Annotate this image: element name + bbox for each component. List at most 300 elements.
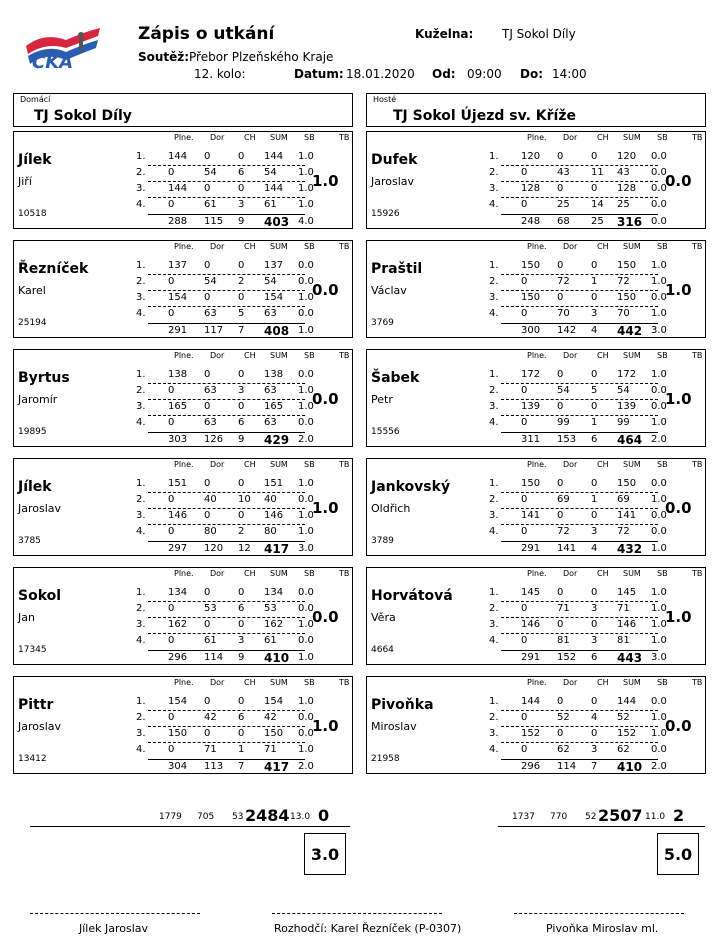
- col-header-ch: CH: [244, 351, 256, 360]
- total-sum: 316: [617, 215, 643, 229]
- cell-sb: 0.0: [298, 587, 314, 598]
- player-first-name: Věra: [371, 611, 396, 624]
- row-label: 1.: [136, 260, 146, 271]
- col-header-sb: SB: [657, 460, 668, 469]
- home-sum-ch: 53: [232, 812, 244, 822]
- total-ch: 9: [238, 434, 245, 445]
- cell-sum: 145: [617, 587, 637, 598]
- cell-sum: 141: [617, 510, 637, 521]
- logo-text: ČKA: [32, 52, 74, 72]
- row-label: 2.: [489, 276, 499, 287]
- col-header-sb: SB: [304, 460, 315, 469]
- cell-sum: 62: [617, 744, 630, 755]
- row-label: 3.: [489, 183, 499, 194]
- row-separator: [148, 508, 305, 509]
- cell-sum: 63: [264, 385, 277, 396]
- row-separator: [148, 274, 305, 275]
- cell-sb: 1.0: [298, 510, 314, 521]
- cell-sum: 162: [264, 619, 284, 630]
- cell-dor: 63: [204, 308, 217, 319]
- cell-sum: 154: [264, 696, 284, 707]
- cell-plne: 146: [521, 619, 541, 630]
- away-player-box: [366, 458, 706, 556]
- cell-plne: 0: [521, 308, 528, 319]
- col-header-dor: Dor: [210, 569, 225, 578]
- cell-ch: 3: [591, 308, 598, 319]
- col-header-plne: Plne.: [174, 133, 194, 142]
- col-header-tb: TB: [692, 133, 703, 142]
- row-separator: [501, 290, 658, 291]
- cell-plne: 165: [168, 401, 188, 412]
- player-team-points: 1.0: [665, 390, 692, 408]
- cell-sum: 40: [264, 494, 277, 505]
- cell-dor: 72: [557, 276, 570, 287]
- col-header-dor: Dor: [210, 133, 225, 142]
- col-header-plne: Plne.: [527, 351, 547, 360]
- cell-dor: 0: [557, 696, 564, 707]
- cell-ch: 6: [238, 417, 245, 428]
- total-sum: 417: [264, 542, 290, 556]
- col-header-ch: CH: [597, 242, 609, 251]
- home-captain-name: Jílek Jaroslav: [79, 922, 149, 935]
- cell-dor: 53: [204, 603, 217, 614]
- total-plne: 311: [521, 434, 541, 445]
- player-first-name: Petr: [371, 393, 393, 406]
- total-ch: 7: [238, 325, 245, 336]
- col-header-dor: Dor: [210, 242, 225, 251]
- away-summary-line: [498, 826, 705, 827]
- cell-dor: 61: [204, 199, 217, 210]
- cell-sum: 54: [617, 385, 630, 396]
- total-sb: 2.0: [651, 761, 667, 772]
- cell-plne: 139: [521, 401, 541, 412]
- total-ch: 4: [591, 325, 598, 336]
- cell-dor: 0: [204, 478, 211, 489]
- cell-dor: 69: [557, 494, 570, 505]
- row-label: 1.: [136, 478, 146, 489]
- total-ch: 9: [238, 216, 245, 227]
- row-separator: [501, 633, 658, 634]
- date-value: 18.01.2020: [346, 67, 415, 81]
- cell-dor: 0: [204, 696, 211, 707]
- cell-plne: 154: [168, 292, 188, 303]
- player-team-points: 1.0: [665, 281, 692, 299]
- row-label: 4.: [136, 526, 146, 537]
- cell-sb: 0.0: [651, 401, 667, 412]
- cell-sb: 1.0: [651, 712, 667, 723]
- player-id: 3785: [18, 536, 41, 546]
- cell-plne: 138: [168, 369, 188, 380]
- cell-sb: 1.0: [651, 587, 667, 598]
- cell-ch: 3: [591, 603, 598, 614]
- cell-plne: 151: [168, 478, 188, 489]
- cell-ch: 0: [591, 619, 598, 630]
- player-id: 21958: [371, 754, 400, 764]
- cell-sb: 1.0: [651, 619, 667, 630]
- player-last-name: Jílek: [18, 479, 52, 495]
- cell-ch: 0: [238, 151, 245, 162]
- total-ch: 12: [238, 543, 251, 554]
- total-ch: 9: [238, 652, 245, 663]
- away-player-box: [366, 240, 706, 338]
- player-first-name: Jaromír: [18, 393, 58, 406]
- col-header-tb: TB: [692, 242, 703, 251]
- cell-plne: 0: [168, 167, 175, 178]
- cell-sum: 71: [617, 603, 630, 614]
- col-header-dor: Dor: [563, 351, 578, 360]
- cell-plne: 0: [521, 276, 528, 287]
- player-first-name: Miroslav: [371, 720, 417, 733]
- cell-ch: 2: [238, 276, 245, 287]
- col-header-plne: Plne.: [527, 678, 547, 687]
- cell-sb: 0.0: [298, 635, 314, 646]
- total-dor: 153: [557, 434, 577, 445]
- cell-sum: 52: [617, 712, 630, 723]
- cell-plne: 150: [521, 260, 541, 271]
- total-plne: 291: [521, 543, 541, 554]
- col-header-sb: SB: [304, 242, 315, 251]
- col-header-sum: SUM: [270, 242, 288, 251]
- cell-dor: 0: [557, 369, 564, 380]
- col-header-ch: CH: [244, 460, 256, 469]
- row-label: 1.: [489, 260, 499, 271]
- cell-sb: 0.0: [298, 369, 314, 380]
- cell-sb: 0.0: [298, 276, 314, 287]
- cell-ch: 2: [238, 526, 245, 537]
- player-first-name: Oldřich: [371, 502, 411, 515]
- player-first-name: Václav: [371, 284, 407, 297]
- cell-plne: 0: [521, 385, 528, 396]
- cell-dor: 80: [204, 526, 217, 537]
- cell-dor: 52: [557, 712, 570, 723]
- row-label: 4.: [489, 417, 499, 428]
- row-label: 3.: [136, 619, 146, 630]
- total-sum: 403: [264, 215, 290, 229]
- player-team-points: 0.0: [665, 172, 692, 190]
- col-header-dor: Dor: [563, 242, 578, 251]
- col-header-sb: SB: [304, 678, 315, 687]
- cell-plne: 0: [521, 712, 528, 723]
- cell-plne: 144: [521, 696, 541, 707]
- total-dor: 114: [204, 652, 224, 663]
- col-header-dor: Dor: [210, 678, 225, 687]
- away-sum-plne: 1737: [512, 812, 535, 822]
- cell-ch: 5: [238, 308, 245, 319]
- row-label: 3.: [489, 401, 499, 412]
- cell-sum: 69: [617, 494, 630, 505]
- cell-dor: 61: [204, 635, 217, 646]
- cell-ch: 1: [591, 276, 598, 287]
- total-dor: 152: [557, 652, 577, 663]
- away-player-box: [366, 131, 706, 229]
- away-team-box: [366, 93, 706, 127]
- cell-dor: 0: [204, 401, 211, 412]
- col-header-dor: Dor: [210, 351, 225, 360]
- row-label: 3.: [136, 292, 146, 303]
- cell-sum: 80: [264, 526, 277, 537]
- cell-sb: 1.0: [298, 696, 314, 707]
- cell-dor: 0: [204, 183, 211, 194]
- row-separator: [148, 165, 305, 166]
- cell-sum: 54: [264, 167, 277, 178]
- cell-sb: 0.0: [651, 167, 667, 178]
- col-header-sb: SB: [304, 133, 315, 142]
- cell-ch: 0: [591, 478, 598, 489]
- total-dor: 68: [557, 216, 570, 227]
- cell-plne: 141: [521, 510, 541, 521]
- col-header-sb: SB: [657, 569, 668, 578]
- cell-dor: 54: [204, 276, 217, 287]
- total-sum: 464: [617, 433, 643, 447]
- row-label: 3.: [136, 183, 146, 194]
- league-value: Přebor Plzeňského Kraje: [189, 50, 334, 64]
- row-separator: [501, 508, 658, 509]
- home-sum-plne: 1779: [159, 812, 182, 822]
- cell-dor: 0: [204, 151, 211, 162]
- total-sb: 2.0: [298, 761, 314, 772]
- player-id: 19895: [18, 427, 47, 437]
- cell-sb: 1.0: [298, 167, 314, 178]
- row-label: 2.: [136, 276, 146, 287]
- cell-sb: 0.0: [651, 744, 667, 755]
- cell-ch: 0: [238, 183, 245, 194]
- venue-label: Kuželna:: [415, 27, 474, 41]
- cell-ch: 0: [238, 292, 245, 303]
- cell-plne: 0: [168, 603, 175, 614]
- cell-dor: 25: [557, 199, 570, 210]
- cell-sum: 25: [617, 199, 630, 210]
- total-sum: 429: [264, 433, 290, 447]
- cell-sum: 71: [264, 744, 277, 755]
- col-header-plne: Plne.: [527, 569, 547, 578]
- home-player-box: [13, 676, 353, 774]
- home-points-box: 3.0: [304, 833, 346, 875]
- cell-sb: 1.0: [298, 478, 314, 489]
- total-plne: 291: [521, 652, 541, 663]
- league-label: Soutěž:: [138, 50, 190, 64]
- cell-ch: 6: [238, 167, 245, 178]
- referee-signature-line: [272, 913, 442, 914]
- row-label: 3.: [489, 510, 499, 521]
- cell-sum: 138: [264, 369, 284, 380]
- cell-sb: 1.0: [298, 183, 314, 194]
- cell-sum: 137: [264, 260, 284, 271]
- player-last-name: Jílek: [18, 152, 52, 168]
- cell-plne: 0: [521, 526, 528, 537]
- total-dor: 117: [204, 325, 224, 336]
- row-label: 1.: [489, 587, 499, 598]
- cell-plne: 137: [168, 260, 188, 271]
- home-summary-line: [30, 826, 350, 827]
- cell-sb: 1.0: [651, 369, 667, 380]
- cell-sum: 70: [617, 308, 630, 319]
- row-label: 1.: [489, 478, 499, 489]
- cell-plne: 145: [521, 587, 541, 598]
- cell-ch: 4: [591, 712, 598, 723]
- away-team-name: TJ Sokol Újezd sv. Kříže: [393, 108, 576, 124]
- player-id: 10518: [18, 209, 47, 219]
- cell-sb: 1.0: [651, 494, 667, 505]
- cell-sum: 154: [264, 292, 284, 303]
- total-sb: 3.0: [651, 652, 667, 663]
- player-last-name: Pivoňka: [371, 697, 434, 713]
- cell-dor: 63: [204, 417, 217, 428]
- cell-ch: 3: [238, 199, 245, 210]
- cell-plne: 0: [521, 417, 528, 428]
- cell-sum: 144: [617, 696, 637, 707]
- cell-ch: 14: [591, 199, 604, 210]
- cell-ch: 0: [591, 369, 598, 380]
- col-header-plne: Plne.: [174, 678, 194, 687]
- cell-sb: 1.0: [298, 385, 314, 396]
- row-label: 1.: [489, 369, 499, 380]
- away-label: Hosté: [373, 95, 397, 104]
- row-separator: [148, 617, 305, 618]
- cell-dor: 0: [557, 292, 564, 303]
- total-ch: 7: [238, 761, 245, 772]
- cell-sum: 146: [264, 510, 284, 521]
- cell-dor: 0: [557, 478, 564, 489]
- col-header-sum: SUM: [270, 133, 288, 142]
- total-sb: 2.0: [298, 434, 314, 445]
- cell-plne: 162: [168, 619, 188, 630]
- col-header-sum: SUM: [270, 460, 288, 469]
- cell-sb: 1.0: [651, 603, 667, 614]
- cell-sb: 1.0: [651, 276, 667, 287]
- cell-plne: 0: [168, 308, 175, 319]
- cell-sum: 139: [617, 401, 637, 412]
- home-signature-line: [30, 913, 200, 914]
- cell-sum: 63: [264, 417, 277, 428]
- row-label: 4.: [136, 199, 146, 210]
- date-label: Datum:: [294, 67, 344, 81]
- away-sum-tb: 2: [673, 806, 685, 825]
- cell-ch: 0: [591, 728, 598, 739]
- cell-ch: 1: [238, 744, 245, 755]
- away-player-box: [366, 676, 706, 774]
- row-separator: [501, 710, 658, 711]
- cell-sb: 0.0: [651, 510, 667, 521]
- cell-ch: 10: [238, 494, 251, 505]
- cell-plne: 144: [168, 151, 188, 162]
- row-label: 4.: [136, 744, 146, 755]
- player-last-name: Sokol: [18, 588, 62, 604]
- home-sum-sb: 13.0: [290, 812, 311, 822]
- cell-ch: 0: [591, 510, 598, 521]
- col-header-ch: CH: [597, 569, 609, 578]
- col-header-sb: SB: [304, 569, 315, 578]
- cell-dor: 0: [204, 292, 211, 303]
- player-team-points: 0.0: [665, 717, 692, 735]
- cell-dor: 0: [204, 510, 211, 521]
- row-label: 1.: [136, 151, 146, 162]
- col-header-tb: TB: [339, 460, 350, 469]
- cell-plne: 0: [521, 603, 528, 614]
- cell-sum: 172: [617, 369, 637, 380]
- row-label: 4.: [136, 635, 146, 646]
- col-header-dor: Dor: [563, 133, 578, 142]
- row-label: 3.: [136, 401, 146, 412]
- total-ch: 4: [591, 543, 598, 554]
- col-header-ch: CH: [244, 133, 256, 142]
- home-sum-total: 2484: [245, 806, 290, 825]
- cell-sb: 0.0: [651, 292, 667, 303]
- cell-sb: 0.0: [298, 603, 314, 614]
- cell-plne: 0: [521, 744, 528, 755]
- cell-ch: 5: [591, 385, 598, 396]
- cell-dor: 0: [204, 369, 211, 380]
- cell-sum: 81: [617, 635, 630, 646]
- cell-plne: 0: [168, 526, 175, 537]
- away-sum-dor: 770: [550, 812, 568, 822]
- cell-sum: 150: [617, 260, 637, 271]
- col-header-plne: Plne.: [527, 242, 547, 251]
- player-last-name: Dufek: [371, 152, 418, 168]
- player-team-points: 0.0: [312, 608, 339, 626]
- home-player-box: [13, 458, 353, 556]
- col-header-sb: SB: [657, 678, 668, 687]
- cell-sum: 134: [264, 587, 284, 598]
- cell-sum: 165: [264, 401, 284, 412]
- cell-dor: 0: [204, 587, 211, 598]
- total-plne: 303: [168, 434, 188, 445]
- cell-plne: 146: [168, 510, 188, 521]
- cell-dor: 63: [204, 385, 217, 396]
- total-sb: 2.0: [651, 434, 667, 445]
- total-sum: 442: [617, 324, 643, 338]
- cell-sum: 72: [617, 276, 630, 287]
- row-label: 3.: [489, 728, 499, 739]
- col-header-tb: TB: [692, 678, 703, 687]
- home-label: Domácí: [20, 95, 51, 104]
- cell-sb: 0.0: [298, 308, 314, 319]
- player-team-points: 0.0: [665, 499, 692, 517]
- col-header-tb: TB: [339, 569, 350, 578]
- row-separator: [501, 742, 658, 743]
- cell-ch: 0: [591, 151, 598, 162]
- row-label: 4.: [489, 308, 499, 319]
- row-separator: [148, 181, 305, 182]
- row-separator: [148, 383, 305, 384]
- total-dor: 120: [204, 543, 224, 554]
- away-sum-total: 2507: [598, 806, 643, 825]
- total-sb: 1.0: [298, 652, 314, 663]
- cell-ch: 11: [591, 167, 604, 178]
- cka-logo: [24, 22, 102, 72]
- row-separator: [501, 415, 658, 416]
- row-separator: [148, 710, 305, 711]
- cell-plne: 120: [521, 151, 541, 162]
- row-label: 2.: [489, 494, 499, 505]
- player-first-name: Jiří: [18, 175, 32, 188]
- total-plne: 291: [168, 325, 188, 336]
- row-label: 2.: [489, 167, 499, 178]
- cell-sum: 152: [617, 728, 637, 739]
- row-separator: [501, 197, 658, 198]
- row-separator: [148, 306, 305, 307]
- total-sum: 443: [617, 651, 643, 665]
- cell-sum: 43: [617, 167, 630, 178]
- cell-plne: 0: [168, 199, 175, 210]
- cell-ch: 3: [238, 635, 245, 646]
- cell-sb: 1.0: [651, 308, 667, 319]
- away-player-box: [366, 567, 706, 665]
- cell-ch: 6: [238, 603, 245, 614]
- row-label: 3.: [489, 619, 499, 630]
- row-label: 3.: [136, 728, 146, 739]
- cell-plne: 0: [521, 199, 528, 210]
- row-separator: [148, 290, 305, 291]
